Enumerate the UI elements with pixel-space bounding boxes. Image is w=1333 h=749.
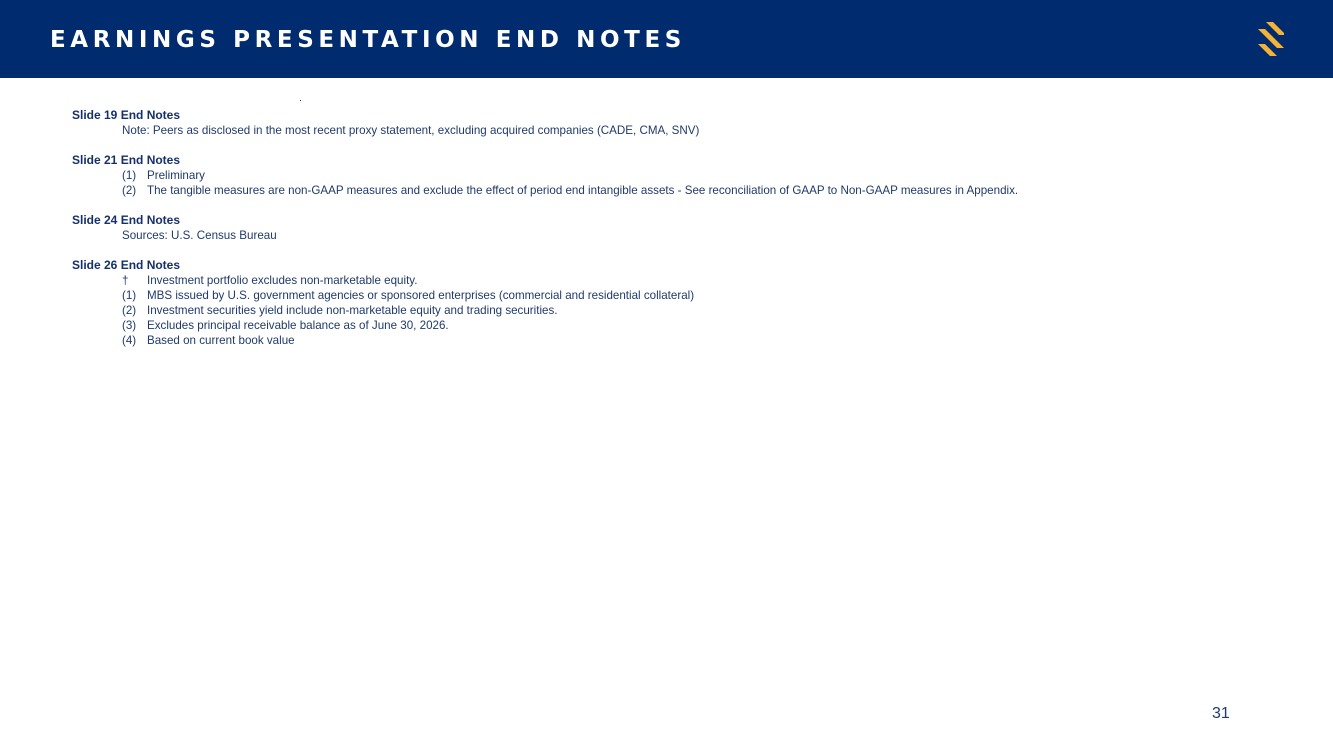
item-marker: (1) xyxy=(122,169,137,182)
page-number: 31 xyxy=(1212,705,1230,722)
item-marker: (2) xyxy=(122,304,137,317)
item-text: The tangible measures are non-GAAP measures and exclude the effect of period end intangible assets - See reconciliation of GAAP to Non-GAAP measures in Appendix. xyxy=(147,184,1019,197)
note-line: Note: Peers as disclosed in the most recent proxy statement, excluding acquired companies (CADE, CMA, SNV) xyxy=(122,124,700,137)
section-slide-19 xyxy=(72,108,1252,138)
synovus-s-logo-icon xyxy=(1256,22,1286,60)
item-text: MBS issued by U.S. government agencies or sponsored enterprises (commercial and residential collateral) xyxy=(147,289,695,302)
section-slide-26 xyxy=(72,258,1252,348)
list-item xyxy=(72,333,1252,348)
item-marker: (1) xyxy=(122,289,137,302)
item-text: Investment portfolio excludes non-marketable equity. xyxy=(147,274,418,287)
list-item xyxy=(72,183,1252,198)
list-item xyxy=(72,168,1252,183)
stray-mark xyxy=(300,100,301,101)
item-text: Preliminary xyxy=(147,169,205,182)
section-title: Slide 24 End Notes xyxy=(72,213,181,227)
section-slide-24 xyxy=(72,213,1252,243)
list-item xyxy=(72,303,1252,318)
list-item xyxy=(72,288,1252,303)
item-marker: (4) xyxy=(122,334,137,347)
item-text: Investment securities yield include non-marketable equity and trading securities. xyxy=(147,304,558,317)
section-title: Slide 19 End Notes xyxy=(72,108,181,122)
list-item xyxy=(72,318,1252,333)
header-bar xyxy=(0,0,1333,78)
page-title: EARNINGS PRESENTATION END NOTES xyxy=(50,27,686,53)
section-title: Slide 21 End Notes xyxy=(72,153,181,167)
note-line: Sources: U.S. Census Bureau xyxy=(122,229,277,242)
list-item xyxy=(72,273,1252,288)
item-text: Based on current book value xyxy=(147,334,295,347)
section-title: Slide 26 End Notes xyxy=(72,258,181,272)
item-marker: † xyxy=(122,274,129,287)
section-slide-21 xyxy=(72,153,1252,198)
item-marker: (2) xyxy=(122,184,137,197)
item-text: Excludes principal receivable balance as of June 30, 2026. xyxy=(147,319,449,332)
item-marker: (3) xyxy=(122,319,137,332)
end-notes-content xyxy=(72,108,1252,363)
